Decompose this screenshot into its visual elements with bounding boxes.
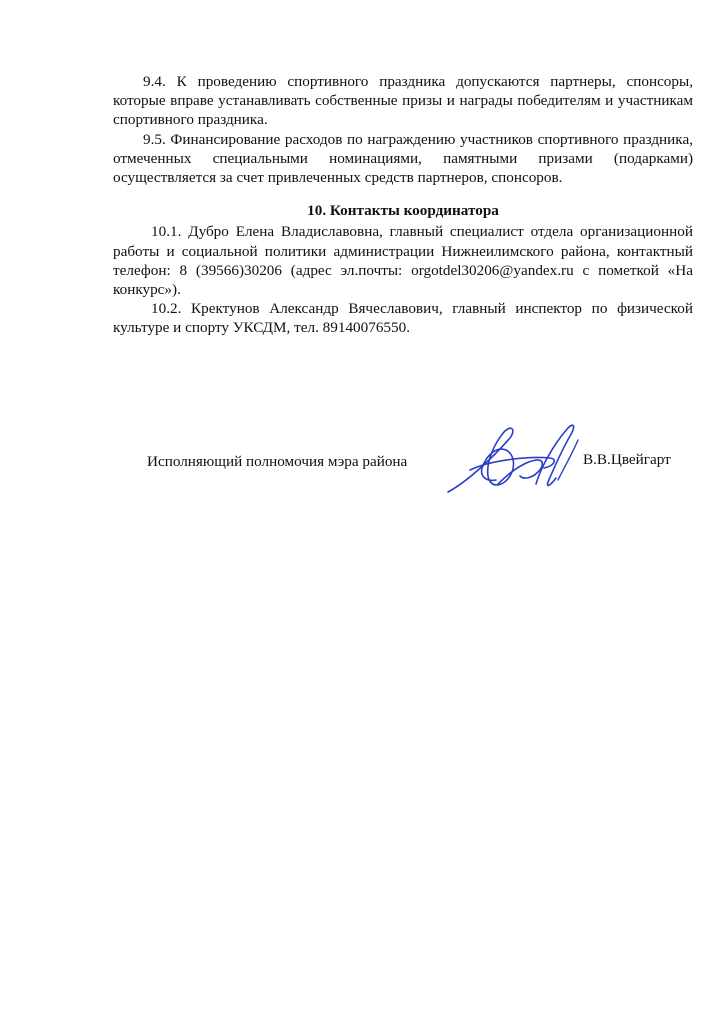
paragraph-9-4: 9.4. К проведению спортивного праздника допускаются партнеры, спонсоры, которые вправе устанавливать собственные призы и награды победителям и участникам спортивного праздника. xyxy=(113,73,693,129)
section-10-heading: 10. Контакты координатора xyxy=(307,202,499,220)
document-body xyxy=(113,72,693,338)
paragraph-10-2: 10.2. Кректунов Александр Вячеславович, главный инспектор по физической культуре и спорту УКСДМ, тел. 89140076550. xyxy=(113,300,693,337)
signature-block xyxy=(0,440,724,520)
signatory-role: Исполняющий полномочия мэра района xyxy=(147,453,408,470)
paragraph-10-1: 10.1. Дубро Елена Владиславовна, главный специалист отдела организационной работы и социальной политики администрации Нижнеилимского района, контактный телефон: 8 (39566)30206 (адрес эл.почты: orgotdel30206@yandex.ru с пометкой «На конкурс»). xyxy=(113,223,693,299)
signatory-name: В.В.Цвейгарт xyxy=(583,451,671,468)
paragraph-9-5: 9.5. Финансирование расходов по награждению участников спортивного праздника, отмеченных специальными номинациями, памятными призами (подарками) осуществляется за счет привлеченных средств партнеров, спонсоров. xyxy=(113,130,693,187)
handwritten-signature xyxy=(440,410,590,520)
